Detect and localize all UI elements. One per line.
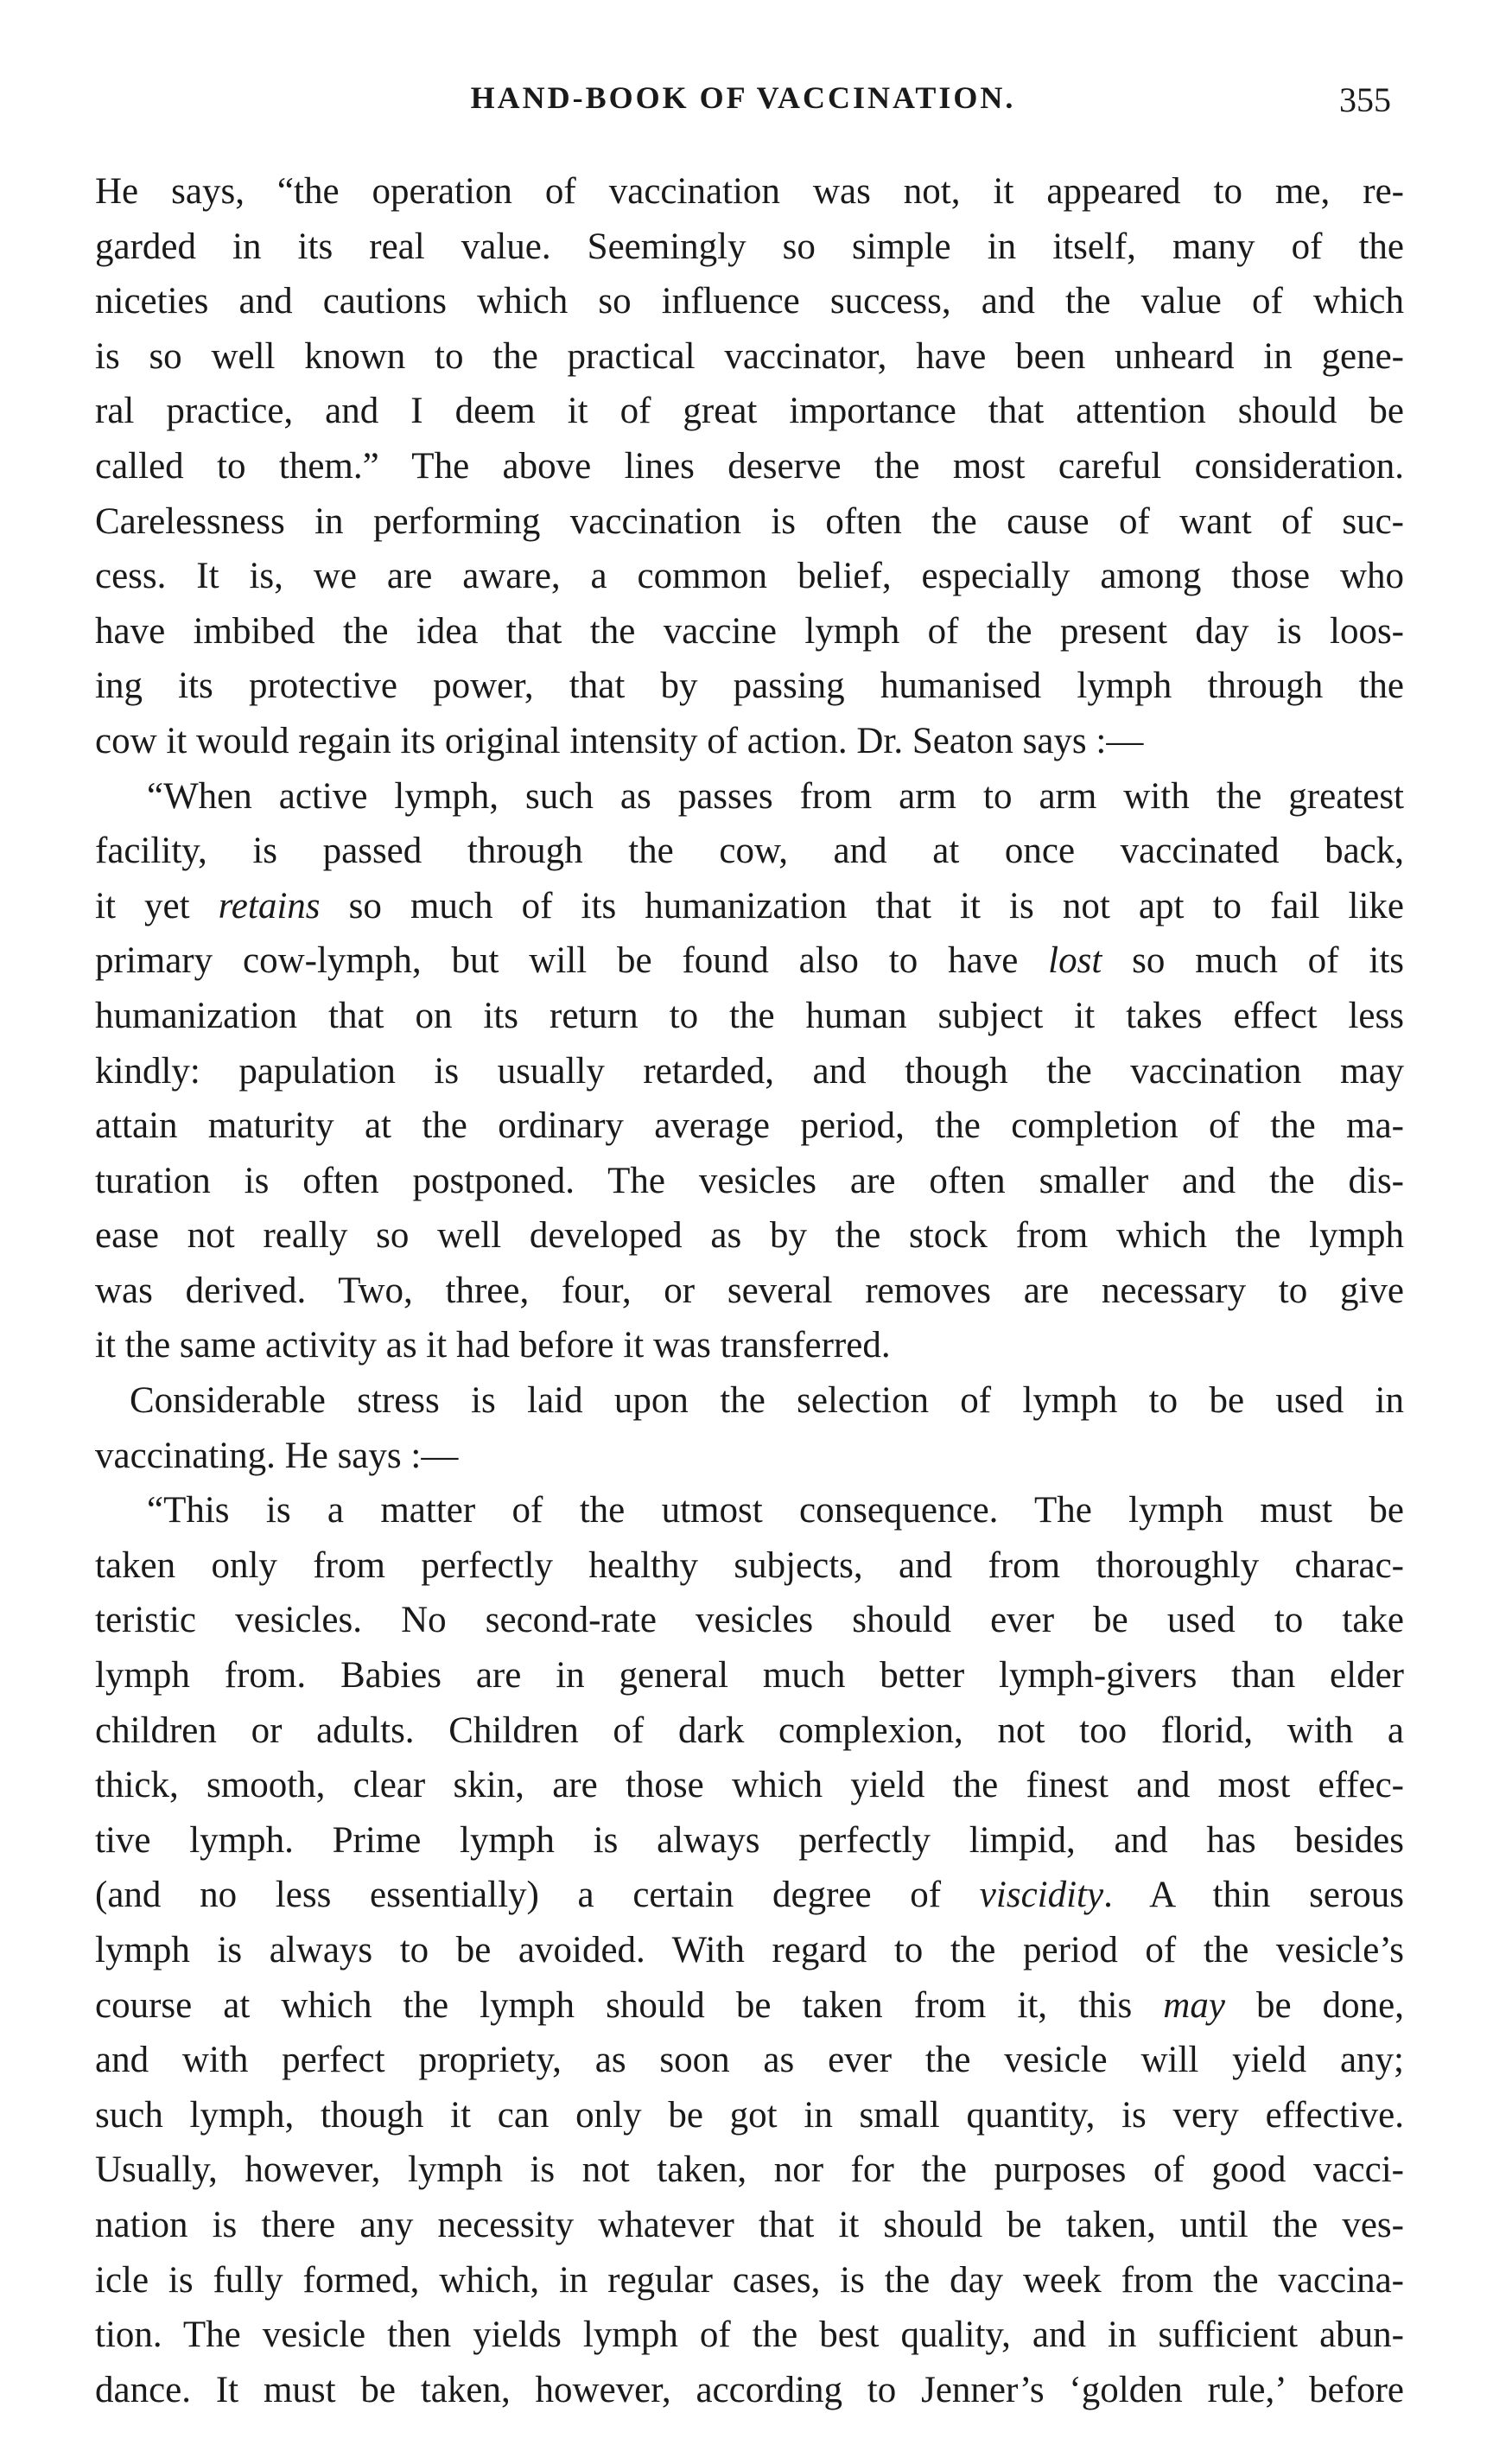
- text-line: children or adults. Children of dark complexion, not too florid, with a: [95, 1710, 1404, 1751]
- text-line: “When active lymph, such as passes from arm to arm with the greatest: [147, 775, 1404, 817]
- text-line: facility, is passed through the cow, and at once vaccinated back,: [95, 831, 1404, 872]
- text-line: taken only from perfectly healthy subjects, and from thoroughly charac-: [95, 1544, 1404, 1586]
- text-line: Carelessness in performing vaccination is often the cause of want of suc-: [95, 500, 1404, 542]
- running-head: [95, 80, 1391, 131]
- body-text: [95, 164, 1404, 2417]
- text-line: turation is often postponed. The vesicles are often smaller and the dis-: [95, 1160, 1404, 1201]
- text-line: (and no less essentially) a certain degree of viscidity. A thin serous: [95, 1875, 1405, 1916]
- text-line: garded in its real value. Seemingly so simple in itself, many of the: [95, 226, 1404, 267]
- text-line: dance. It must be taken, however, according to Jenner’s ‘golden rule,’ before: [95, 2369, 1404, 2410]
- text-line: ral practice, and I deem it of great importance that attention should be: [95, 391, 1404, 432]
- text-line: teristic vesicles. No second-rate vesicles should ever be used to take: [95, 1600, 1404, 1641]
- text-line: was derived. Two, three, four, or several removes are necessary to give: [95, 1270, 1404, 1311]
- text-line: “This is a matter of the utmost consequence. The lymph must be: [147, 1490, 1404, 1531]
- text-line: called to them.” The above lines deserve the most careful consideration.: [95, 445, 1404, 487]
- text-line: ease not really so well developed as by the stock from which the lymph: [95, 1215, 1404, 1257]
- text-line: it yet retains so much of its humanization that it is not apt to fail like: [95, 885, 1404, 926]
- page-number: 355: [1339, 80, 1391, 119]
- text-line: thick, smooth, clear skin, are those which yield the finest and most effec-: [95, 1765, 1404, 1806]
- text-line: cow it would regain its original intensity of action. Dr. Seaton says :—: [95, 720, 1144, 761]
- text-line: is so well known to the practical vaccinator, have been unheard in gene-: [95, 335, 1404, 377]
- text-line: it the same activity as it had before it was transferred.: [95, 1325, 891, 1366]
- text-line: tive lymph. Prime lymph is always perfectly limpid, and has besides: [95, 1819, 1404, 1861]
- text-line: lymph is always to be avoided. With regard to the period of the vesicle’s: [95, 1930, 1404, 1971]
- text-line: Considerable stress is laid upon the selection of lymph to be used in: [130, 1380, 1404, 1422]
- text-line: cess. It is, we are aware, a common belief, especially among those who: [95, 556, 1404, 597]
- text-line: kindly: papulation is usually retarded, and though the vaccination may: [95, 1050, 1404, 1092]
- text-line: such lymph, though it can only be got in small quantity, is very effective.: [95, 2094, 1404, 2136]
- text-line: nation is there any necessity whatever that it should be taken, until the ves-: [95, 2204, 1404, 2245]
- text-line: He says, “the operation of vaccination was not, it appeared to me, re-: [95, 171, 1404, 212]
- text-line: primary cow-lymph, but will be found also to have lost so much of its: [95, 940, 1404, 982]
- text-line: niceties and cautions which so influence success, and the value of which: [95, 281, 1404, 322]
- text-line: course at which the lymph should be taken from it, this may be done,: [95, 1984, 1405, 2026]
- text-line: humanization that on its return to the human subject it takes effect less: [95, 995, 1404, 1036]
- text-line: have imbibed the idea that the vaccine lymph of the present day is loos-: [95, 610, 1404, 652]
- text-line: Usually, however, lymph is not taken, nor for the purposes of good vacci-: [95, 2149, 1404, 2191]
- text-line: tion. The vesicle then yields lymph of the best quality, and in sufficient abun-: [95, 2314, 1404, 2356]
- text-line: lymph from. Babies are in general much better lymph-givers than elder: [95, 1655, 1404, 1697]
- text-line: ing its protective power, that by passing humanised lymph through the: [95, 665, 1404, 707]
- text-line: icle is fully formed, which, in regular cases, is the day week from the vaccina-: [95, 2259, 1404, 2301]
- running-title: HAND-BOOK OF VACCINATION.: [470, 80, 1016, 115]
- text-line: vaccinating. He says :—: [95, 1435, 459, 1476]
- text-line: and with perfect propriety, as soon as ever the vesicle will yield any;: [95, 2040, 1404, 2081]
- text-line: attain maturity at the ordinary average period, the completion of the ma-: [95, 1105, 1404, 1147]
